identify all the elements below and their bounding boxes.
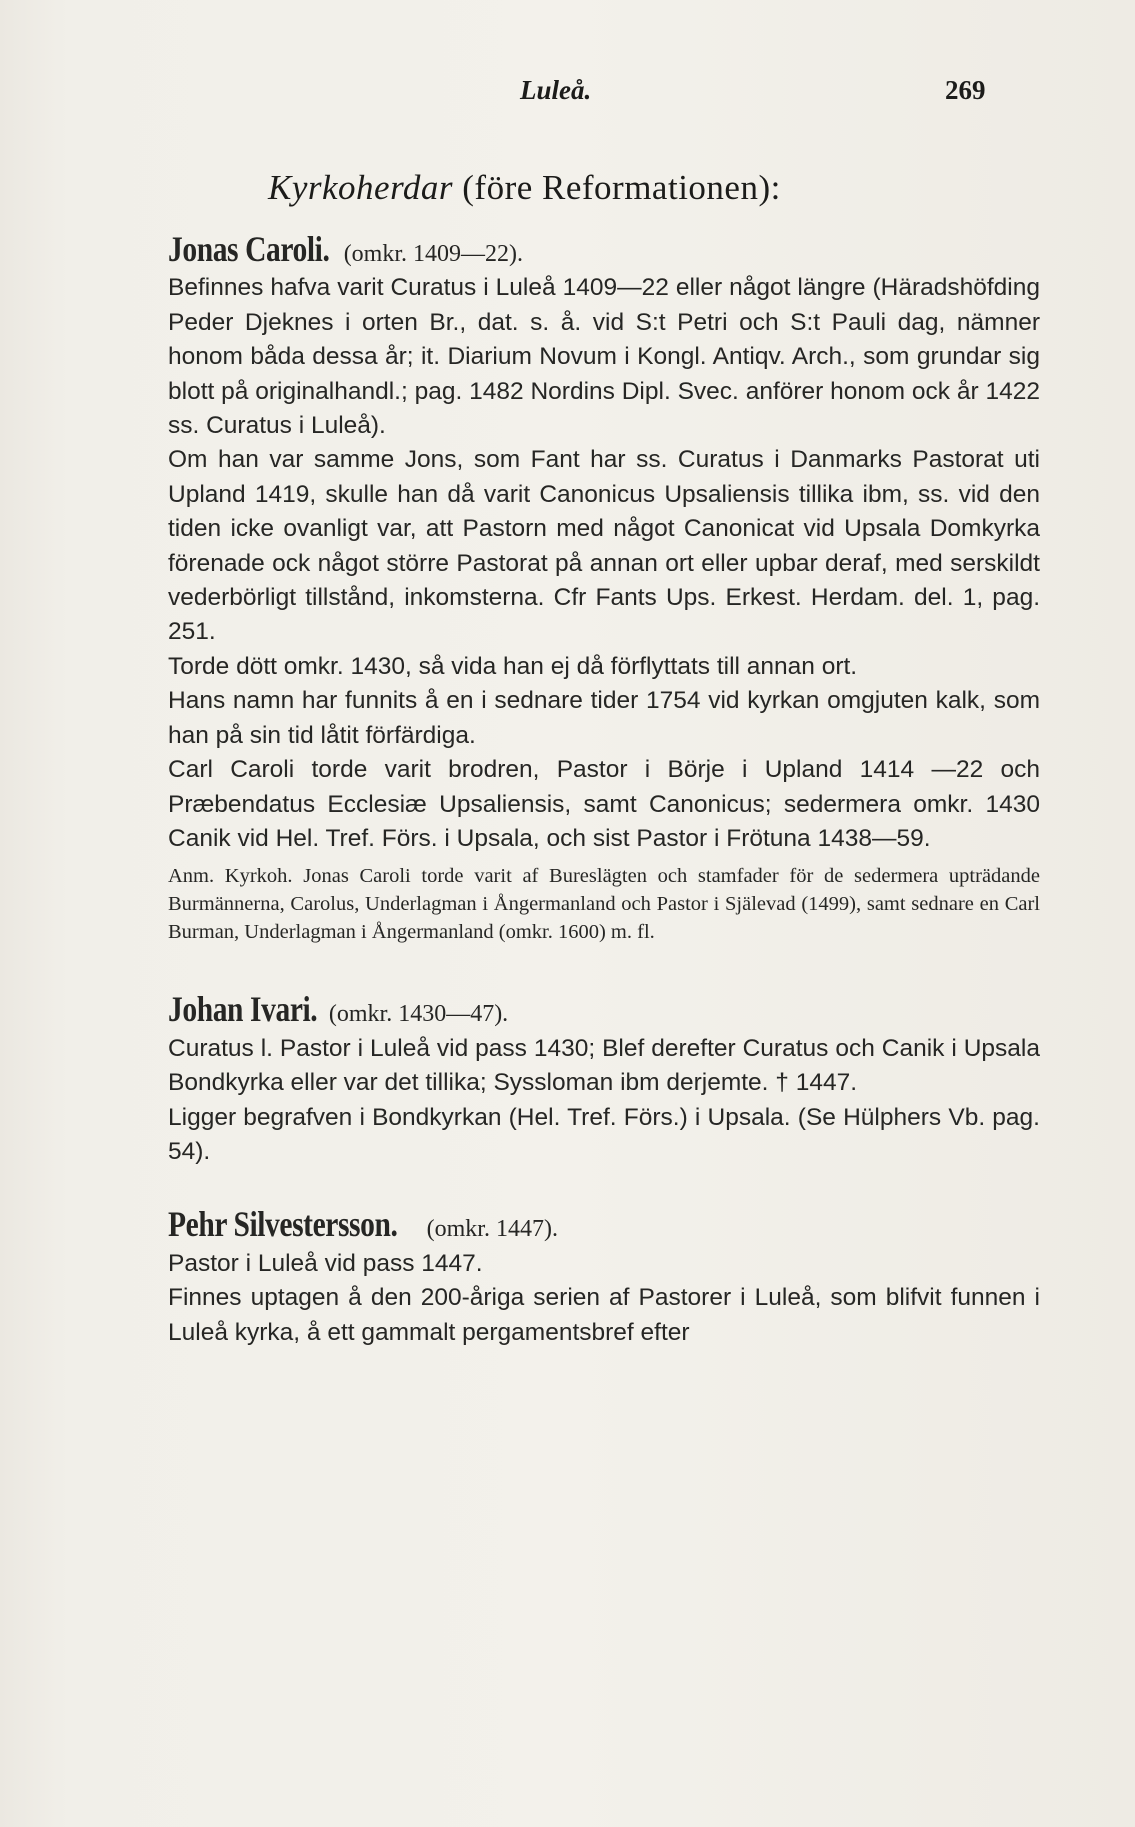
footnote-annotation: Anm. Kyrkoh. Jonas Caroli torde varit af Bureslägten och stamfader för de sedermera upträdande Burmännerna, Carolus, Underlagman i Ångermanland och Pastor i Själevad (1499), samt sednare en Carl Burman, Underlagman i Ångermanland (omkr. 1600) m. fl. [168,865,1040,944]
paragraph: Hans namn har funnits å en i sednare tider 1754 vid kyrkan omgjuten kalk, som han på sin tid låtit förfärdiga. [168,687,1040,749]
entry-heading [168,989,1040,1031]
entry-heading [168,229,1040,271]
paragraph: Finnes uptagen å den 200-åriga serien af Pastorer i Luleå, som blifvit funnen i Luleå kyrka, å ett gammalt pergamentsbref efter [168,1284,1040,1346]
section-heading-rest: (före Reformationen): [462,168,781,207]
paragraph: Ligger begrafven i Bondkyrkan (Hel. Tref. Förs.) i Upsala. (Se Hülphers Vb. pag. 54). [168,1103,1040,1165]
entry-name: Jonas Caroli. [168,229,330,269]
entry-name: Johan Ivari. [168,989,318,1030]
paragraph: Curatus l. Pastor i Luleå vid pass 1430; Blef derefter Curatus och Canik i Upsala Bondkyrka eller var det tillika; Syssloman ibm derjemte. † 1447. [168,1034,1040,1097]
paragraph: Om han var samme Jons, som Fant har ss. Curatus i Danmarks Pastorat uti Upland 1419, skulle han då varit Canonicus Upsaliensis tillika ibm, ss. vid den tiden icke ovanligt var, att Pastorn med något Canonicat vid Upsala Domkyrka förenade ock något större Pastorat på annan ort eller upbar deraf, med serskildt vederbörligt tillstånd, inkomsterna. Cfr Fants Ups. Erkest. Herdam. del. 1, pag. 251. [168,446,1040,646]
entry-dates: (omkr. 1430—47). [328,1001,509,1028]
entry-name: Pehr Silvestersson. [168,1204,398,1245]
page-number: 269 [945,75,986,105]
running-title: Luleå. [520,75,592,105]
spacer [168,1169,1040,1207]
section-heading [268,168,781,208]
paragraph: Befinnes hafva varit Curatus i Luleå 1409—22 eller något längre (Häradshöfding Peder Djeknes i orten Br., dat. s. å. vid S:t Petri och S:t Pauli dag, nämner honom båda dessa år; it. Diarium Novum i Kongl. Antiqv. Arch., som grundar sig blott på originalhandl.; pag. 1482 Nordins Dipl. Svec. anförer honom ock år 1422 ss. Curatus i Luleå). [168,274,1040,440]
paragraph: Torde dött omkr. 1430, så vida han ej då förflyttats till annan ort. [168,652,858,680]
section-heading-italic: Kyrkoherdar [268,168,454,207]
spacer [168,946,1040,992]
entry-pehr-silvestersson [168,1204,1040,1350]
entry-johan-ivari [168,989,1040,1169]
page-header [0,75,1135,115]
entry-heading [168,1204,1040,1246]
entry-jonas-caroli [168,229,1040,946]
entry-dates: (omkr. 1409—22). [343,241,524,267]
body-text [168,229,1040,1350]
paragraph: Carl Caroli torde varit brodren, Pastor i Börje i Upland 1414 —22 och Præbendatus Ecclesiæ Upsaliensis, samt Canonicus; sedermera omkr. 1430 Canik vid Hel. Tref. Förs. i Upsala, och sist Pastor i Frötuna 1438—59. [168,756,1040,852]
entry-dates: (omkr. 1447). [426,1216,558,1243]
paragraph: Pastor i Luleå vid pass 1447. [168,1249,483,1277]
